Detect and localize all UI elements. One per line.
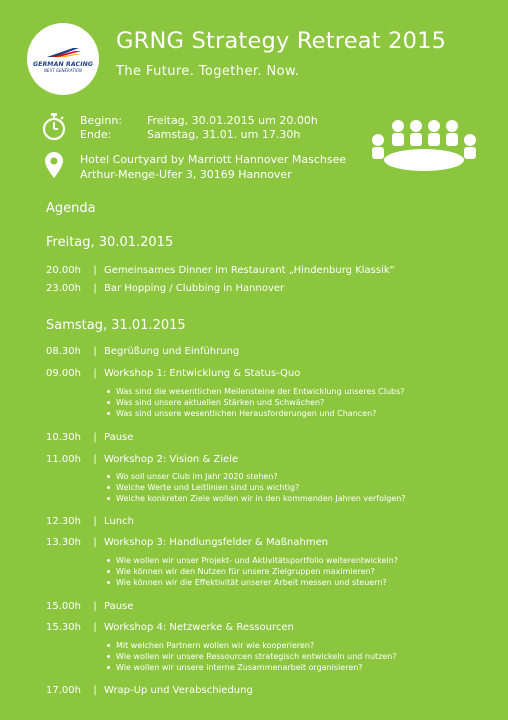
bullet-item: Welche konkreten Ziele wollen wir in den kommenden Jahren verfolgen?: [104, 493, 406, 504]
agenda-time: 09.00h: [46, 368, 81, 379]
bullet-item: Wie wollen wir unsere interne Zusammenarbeit organisieren?: [104, 662, 397, 673]
agenda-separator: |: [93, 432, 97, 443]
bullet-item: Wie wollen wir unsere Ressourcen strategisch entwickeln und nutzen?: [104, 651, 397, 662]
agenda-title: Gemeinsames Dinner im Restaurant „Hindenburg Klassik“: [104, 265, 395, 276]
bullet-item: Was sind unsere aktuellen Stärken und Schwächen?: [104, 397, 405, 408]
bullet-item: Was sind die wesentlichen Meilensteine der Entwicklung unseres Clubs?: [104, 386, 405, 397]
agenda-time: 15.30h: [46, 622, 81, 633]
agenda-heading: Agenda: [46, 201, 96, 216]
agenda-item: [46, 432, 133, 443]
bullet-item: Wie können wir die Effektivität unserer Arbeit messen und steuern?: [104, 577, 398, 588]
agenda-time: 17.00h: [46, 685, 81, 696]
agenda-separator: |: [93, 265, 97, 276]
agenda-time: 10.30h: [46, 432, 81, 443]
agenda-time: 11.00h: [46, 454, 81, 465]
bullet-item: Welche Werte und Leitlinien sind uns wichtig?: [104, 482, 406, 493]
bullet-item: Wo soll unser Club im Jahr 2020 stehen?: [104, 471, 406, 482]
venue-name: Hotel Courtyard by Marriott Hannover Maschsee: [80, 153, 347, 166]
agenda-separator: |: [93, 685, 97, 696]
agenda-title: Lunch: [104, 516, 134, 527]
agenda-separator: |: [93, 622, 97, 633]
bullet-item: Mit welchen Partnern wollen wir wie kooperieren?: [104, 640, 397, 651]
workshop-3-questions: [104, 555, 398, 588]
bullet-item: Wie wollen wir unser Projekt- und Aktivitätsportfolio weiterentwickeln?: [104, 555, 398, 566]
location-pin-icon: [45, 152, 63, 178]
agenda-time: 23.00h: [46, 283, 81, 294]
day-heading-saturday: Samstag, 31.01.2015: [46, 318, 186, 333]
workshop-2-questions: [104, 471, 406, 504]
start-label: Beginn:: [80, 114, 123, 127]
agenda-item: [46, 454, 238, 465]
bullet-item: Was sind unsere wesentlichen Herausforderungen und Chancen?: [104, 408, 405, 419]
day-heading-friday: Freitag, 30.01.2015: [46, 235, 174, 250]
agenda-item: [46, 622, 294, 633]
agenda-item: [46, 685, 253, 696]
agenda-item: [46, 537, 328, 548]
agenda-title: Workshop 4: Netzwerke & Ressourcen: [104, 622, 294, 633]
agenda-separator: |: [93, 537, 97, 548]
end-value: Samstag, 31.01. um 17.30h: [147, 128, 301, 141]
agenda-item: [46, 265, 395, 276]
logo-swoosh-icon: [43, 45, 83, 59]
agenda-item: [46, 283, 284, 294]
agenda-time: 08.30h: [46, 346, 81, 357]
end-label: Ende:: [80, 128, 112, 141]
agenda-time: 20.00h: [46, 265, 81, 276]
agenda-title: Pause: [104, 601, 134, 612]
agenda-separator: |: [93, 601, 97, 612]
venue-address: Arthur-Menge-Ufer 3, 30169 Hannover: [80, 168, 292, 181]
page-subtitle: The Future. Together. Now.: [116, 64, 300, 79]
agenda-title: Workshop 2: Vision & Ziele: [104, 454, 239, 465]
agenda-title: Workshop 3: Handlungsfelder & Maßnahmen: [104, 537, 329, 548]
logo-tagline: NEXT GENERATION: [43, 68, 83, 73]
agenda-separator: |: [93, 516, 97, 527]
agenda-time: 15.00h: [46, 601, 81, 612]
page-title: GRNG Strategy Retreat 2015: [116, 28, 447, 54]
bullet-item: Wie können wir den Nutzen für unsere Zielgruppen maximieren?: [104, 566, 398, 577]
agenda-item: [46, 368, 300, 379]
logo-brand: GERMAN RACING: [32, 61, 94, 68]
agenda-time: 12.30h: [46, 516, 81, 527]
agenda-item: [46, 346, 239, 357]
agenda-item: [46, 601, 133, 612]
agenda-title: Bar Hopping / Clubbing in Hannover: [104, 283, 285, 294]
start-value: Freitag, 30.01.2015 um 20.00h: [147, 114, 318, 127]
agenda-title: Begrüßung und Einführung: [104, 346, 240, 357]
german-racing-logo: [27, 23, 99, 95]
agenda-separator: |: [93, 346, 97, 357]
agenda-separator: |: [93, 368, 97, 379]
workshop-1-questions: [104, 386, 405, 419]
agenda-separator: |: [93, 283, 97, 294]
agenda-time: 13.30h: [46, 537, 81, 548]
meeting-people-icon: [368, 118, 480, 178]
agenda-title: Wrap-Up und Verabschiedung: [104, 685, 253, 696]
agenda-title: Pause: [104, 432, 134, 443]
agenda-item: [46, 516, 134, 527]
agenda-separator: |: [93, 454, 97, 465]
workshop-4-questions: [104, 640, 397, 673]
agenda-title: Workshop 1: Entwicklung & Status-Quo: [104, 368, 301, 379]
stopwatch-icon: [42, 113, 66, 141]
